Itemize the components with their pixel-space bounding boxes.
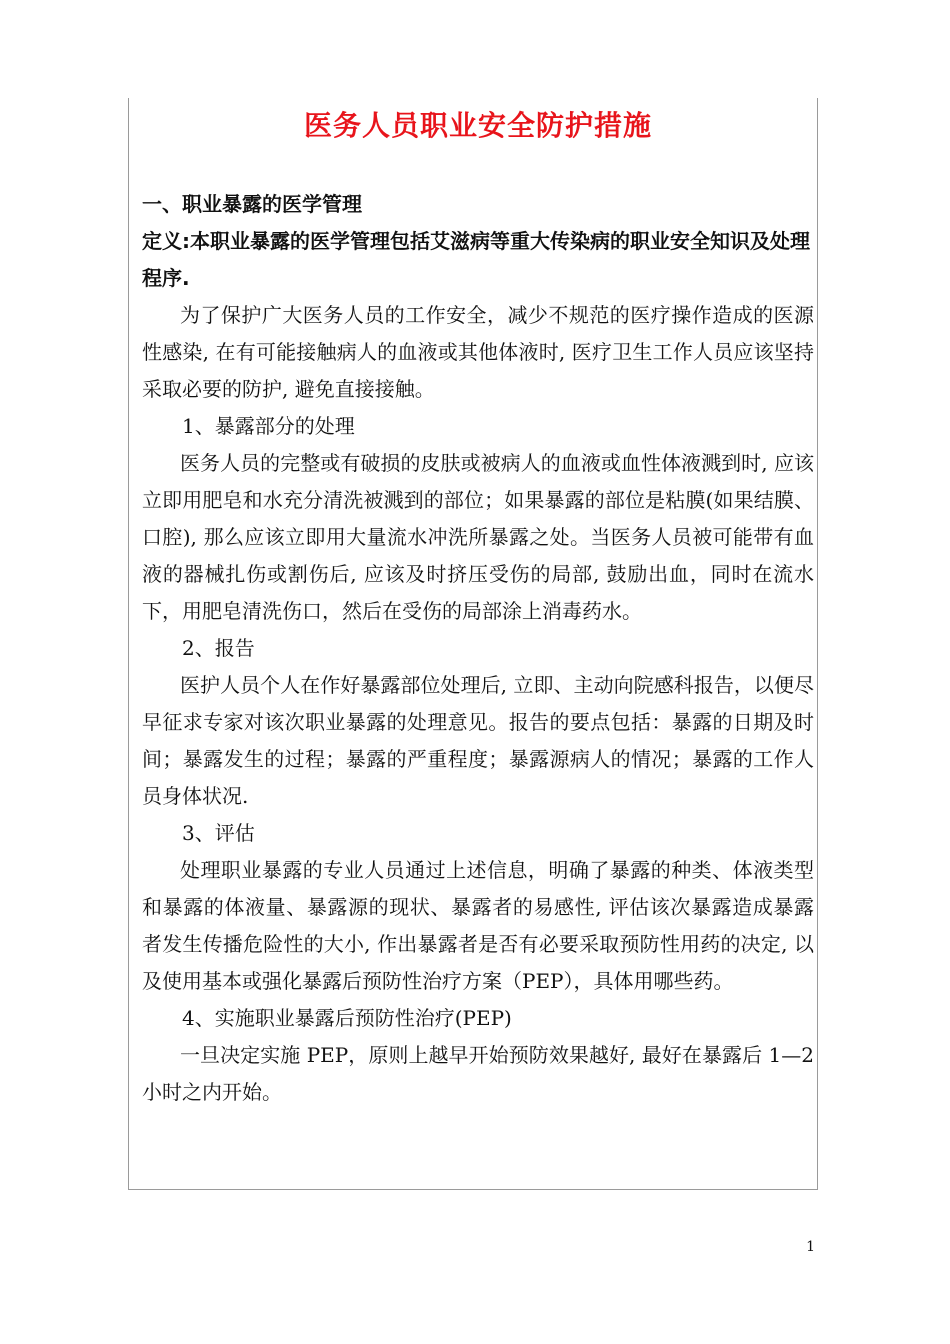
- item-body-pep: 一旦决定实施 PEP，原则上越早开始预防效果越好, 最好在暴露后 1—2 小时之内开始。: [142, 1043, 814, 1104]
- item-body-assessment: 处理职业暴露的专业人员通过上述信息，明确了暴露的种类、体液类型和暴露的体液量、暴露源的现状、暴露者的易感性, 评估该次暴露造成暴露者发生传播危险性的大小, 作出暴露者是否有必要采取预防性用药的决定, 以及使用基本或强化暴露后预防性治疗方案（PEP），具体用哪些药。: [142, 858, 814, 993]
- item-heading-assessment: 3、评估: [182, 821, 255, 845]
- document-title: 医务人员职业安全防护措施: [303, 109, 652, 142]
- item-heading-exposure-handling: 1、暴露部分的处理: [182, 414, 355, 438]
- section-heading: 一、职业暴露的医学管理: [142, 192, 362, 216]
- page-number: 1: [806, 1239, 815, 1255]
- item-body-exposure-handling: 医务人员的完整或有破损的皮肤或被病人的血液或血性体液溅到时, 应该立即用肥皂和水充分清洗被溅到的部位；如果暴露的部位是粘膜(如果结膜、口腔), 那么应该立即用大量流水冲洗所暴露之处。当医务人员被可能带有血液的器械扎伤或割伤后, 应该及时挤压受伤的局部, 鼓励出血，同时在流水下，用肥皂清洗伤口，然后在受伤的局部涂上消毒药水。: [142, 451, 814, 623]
- item-body-report: 医护人员个人在作好暴露部位处理后, 立即、主动向院感科报告，以便尽早征求专家对该次职业暴露的处理意见。报告的要点包括：暴露的日期及时间；暴露发生的过程；暴露的严重程度；暴露源病人的情况；暴露的工作人员身体状况.: [142, 673, 814, 808]
- item-heading-report: 2、报告: [182, 636, 255, 660]
- document-body: [142, 104, 814, 1111]
- item-heading-pep: 4、实施职业暴露后预防性治疗(PEP): [182, 1006, 512, 1030]
- intro-paragraph: 为了保护广大医务人员的工作安全，减少不规范的医疗操作造成的医源性感染, 在有可能接触病人的血液或其他体液时, 医疗卫生工作人员应该坚持采取必要的防护, 避免直接接触。: [142, 303, 814, 401]
- definition-text: 定义:本职业暴露的医学管理包括艾滋病等重大传染病的职业安全知识及处理程序.: [142, 229, 810, 290]
